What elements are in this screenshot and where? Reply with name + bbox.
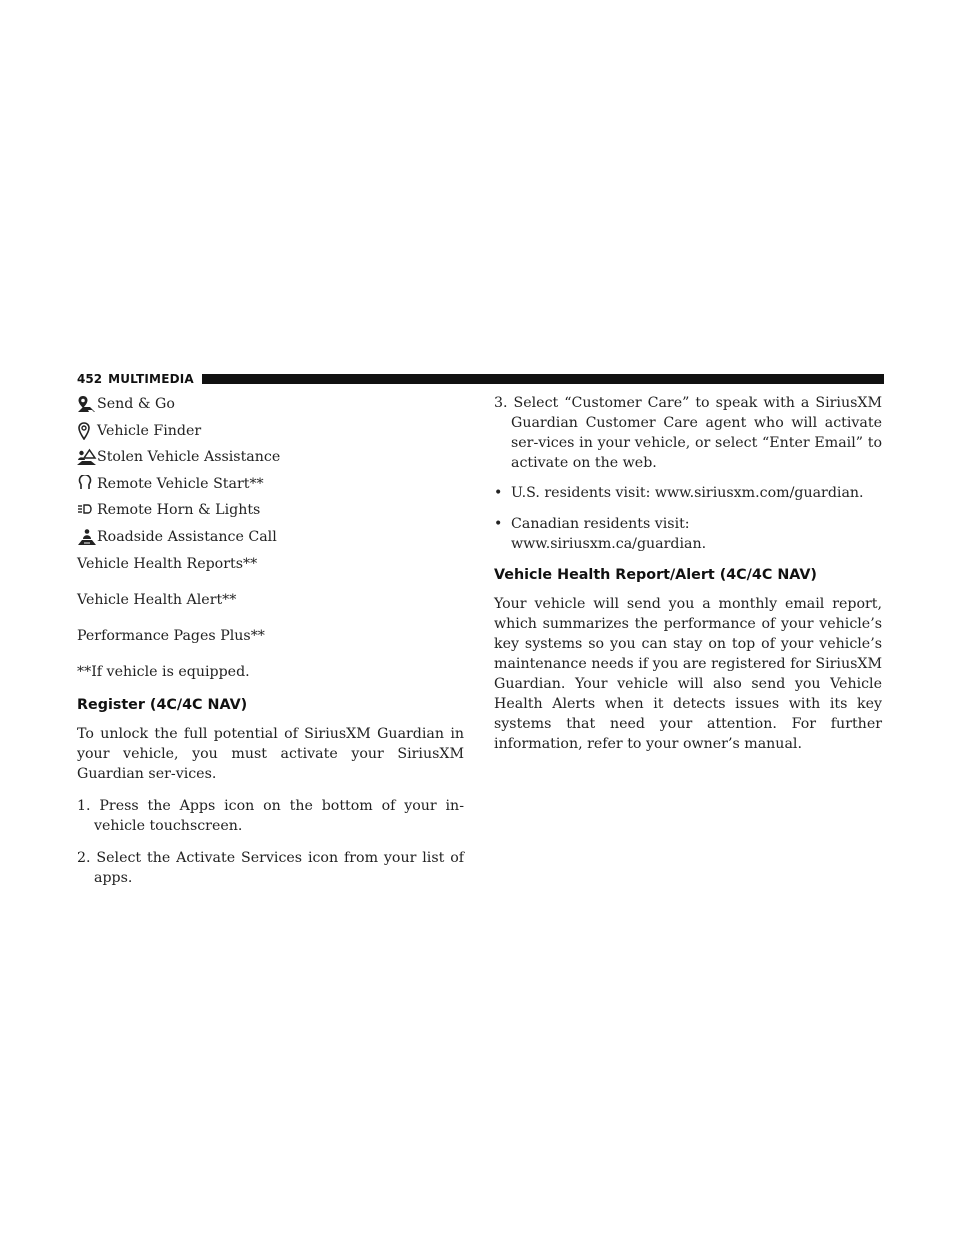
health-heading: Vehicle Health Report/Alert (4C/4C NAV) <box>494 567 817 583</box>
feature-item <box>77 420 464 442</box>
feature-label: Remote Horn & Lights <box>97 502 261 519</box>
send-and-go-icon <box>77 395 97 413</box>
extra-feature: Performance Pages Plus** <box>77 627 265 644</box>
feature-item <box>77 526 464 548</box>
feature-item <box>77 446 464 468</box>
feature-item <box>77 499 464 521</box>
bullet-text: U.S. residents visit: www.siriusxm.com/guardian. <box>511 485 864 501</box>
vehicle-finder-icon <box>77 422 97 440</box>
bullet-mark: • <box>494 516 503 532</box>
header-rule <box>202 374 884 384</box>
register-intro: To unlock the full potential of SiriusXM Guardian in your vehicle, you must activate your SiriusXM Guardian ser-vices. <box>77 725 464 782</box>
footnote: **If vehicle is equipped. <box>77 663 250 680</box>
feature-label: Remote Vehicle Start** <box>97 475 264 492</box>
register-step-3: 3. Select “Customer Care” to speak with a SiriusXM Guardian Customer Care agent who will activate ser-vices in your vehicle, or select “Enter Email” to activate on the web. <box>494 395 882 471</box>
register-step-1: 1. Press the Apps icon on the bottom of your in-vehicle touchscreen. <box>77 797 464 834</box>
extra-feature: Vehicle Health Reports** <box>77 555 258 572</box>
list-item <box>494 483 882 503</box>
feature-label: Vehicle Finder <box>97 422 202 439</box>
horn-lights-icon <box>77 501 97 519</box>
remote-start-icon <box>77 475 97 493</box>
roadside-assistance-icon <box>77 528 97 546</box>
extra-feature: Vehicle Health Alert** <box>77 591 237 608</box>
register-heading: Register (4C/4C NAV) <box>77 696 248 713</box>
feature-label: Roadside Assistance Call <box>97 528 277 545</box>
health-body: Your vehicle will send you a monthly email report, which summarizes the performance of your vehicle’s key systems so you can stay on top of your vehicle’s maintenance needs if you are registered for SiriusXM Guardian. Your vehicle will also send you Vehicle Health Alerts when it detects issues with its key systems that need your attention. For further information, refer to your owner’s manual. <box>494 596 882 752</box>
section-title: MULTIMEDIA <box>108 372 194 386</box>
bullet-mark: • <box>494 485 503 501</box>
list-item <box>494 514 882 554</box>
feature-label: Send & Go <box>97 396 175 412</box>
right-column <box>494 393 882 764</box>
feature-item <box>77 473 464 495</box>
feature-label: Stolen Vehicle Assistance <box>97 449 281 466</box>
bullet-text: Canadian residents visit: www.siriusxm.ca/guardian. <box>511 516 707 552</box>
page-header <box>77 372 884 386</box>
register-step-2: 2. Select the Activate Services icon from your list of apps. <box>77 849 464 886</box>
stolen-vehicle-icon <box>77 448 97 466</box>
feature-item <box>77 393 464 415</box>
left-column <box>77 393 464 898</box>
page-number: 452 <box>77 372 103 386</box>
